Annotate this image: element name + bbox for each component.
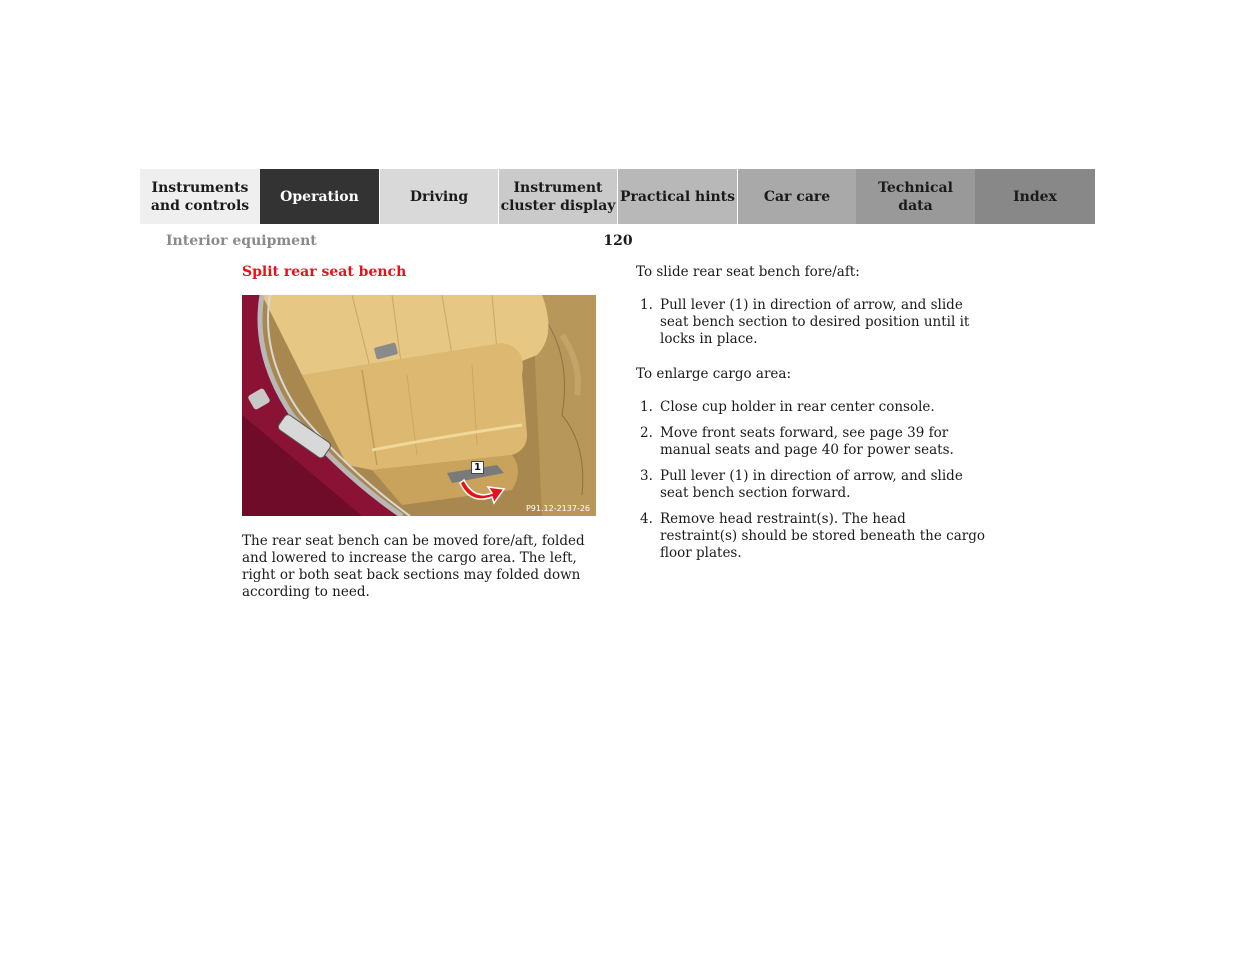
- step-text: Pull lever (1) in direction of arrow, and slide seat bench section to desired position until it locks in place.: [660, 297, 970, 347]
- step-text: Move front seats forward, see page 39 for manual seats and page 40 for power seats.: [660, 425, 954, 458]
- section-label: Interior equipment: [166, 233, 317, 249]
- tab-operation[interactable]: Operation: [260, 169, 379, 224]
- seat-illustration-drawing: [242, 295, 596, 516]
- step-text: Remove head restraint(s). The head restraint(s) should be stored beneath the cargo floor plates.: [660, 511, 985, 561]
- step-text: Pull lever (1) in direction of arrow, and slide seat bench section forward.: [660, 468, 963, 501]
- figure-code: P91.12-2137-26: [525, 504, 590, 513]
- slide-intro: To slide rear seat bench fore/aft:: [636, 264, 860, 280]
- tab-index[interactable]: Index: [975, 169, 1095, 224]
- list-item: [636, 425, 986, 459]
- cargo-steps: [636, 399, 986, 562]
- list-item: [636, 297, 986, 348]
- step-number: 3.: [640, 468, 653, 484]
- step-number: 4.: [640, 511, 653, 527]
- list-item: [636, 511, 986, 562]
- tab-technical-data[interactable]: Technical data: [856, 169, 975, 224]
- cargo-intro: To enlarge cargo area:: [636, 366, 792, 382]
- rear-seat-illustration: [242, 295, 596, 516]
- list-item: [636, 468, 986, 502]
- tab-driving[interactable]: Driving: [379, 169, 498, 224]
- list-item: [636, 399, 986, 416]
- description-text: The rear seat bench can be moved fore/aft, folded and lowered to increase the cargo area. The left, right or both seat back sections may folded down according to need.: [242, 533, 585, 600]
- slide-steps: [636, 297, 986, 348]
- step-text: Close cup holder in rear center console.: [660, 399, 935, 415]
- tab-instrument-cluster-display[interactable]: Instrument cluster display: [498, 169, 617, 224]
- step-number: 2.: [640, 425, 653, 441]
- lever-callout: 1: [471, 461, 484, 474]
- instructions-column: [636, 264, 986, 580]
- section-heading: Split rear seat bench: [242, 264, 407, 280]
- tab-practical-hints[interactable]: Practical hints: [617, 169, 737, 224]
- tab-instruments-and-controls[interactable]: Instruments and controls: [140, 169, 260, 224]
- chapter-tabs: [140, 169, 1095, 224]
- page-number: 120: [603, 233, 633, 249]
- tab-car-care[interactable]: Car care: [737, 169, 856, 224]
- step-number: 1.: [640, 297, 653, 313]
- step-number: 1.: [640, 399, 653, 415]
